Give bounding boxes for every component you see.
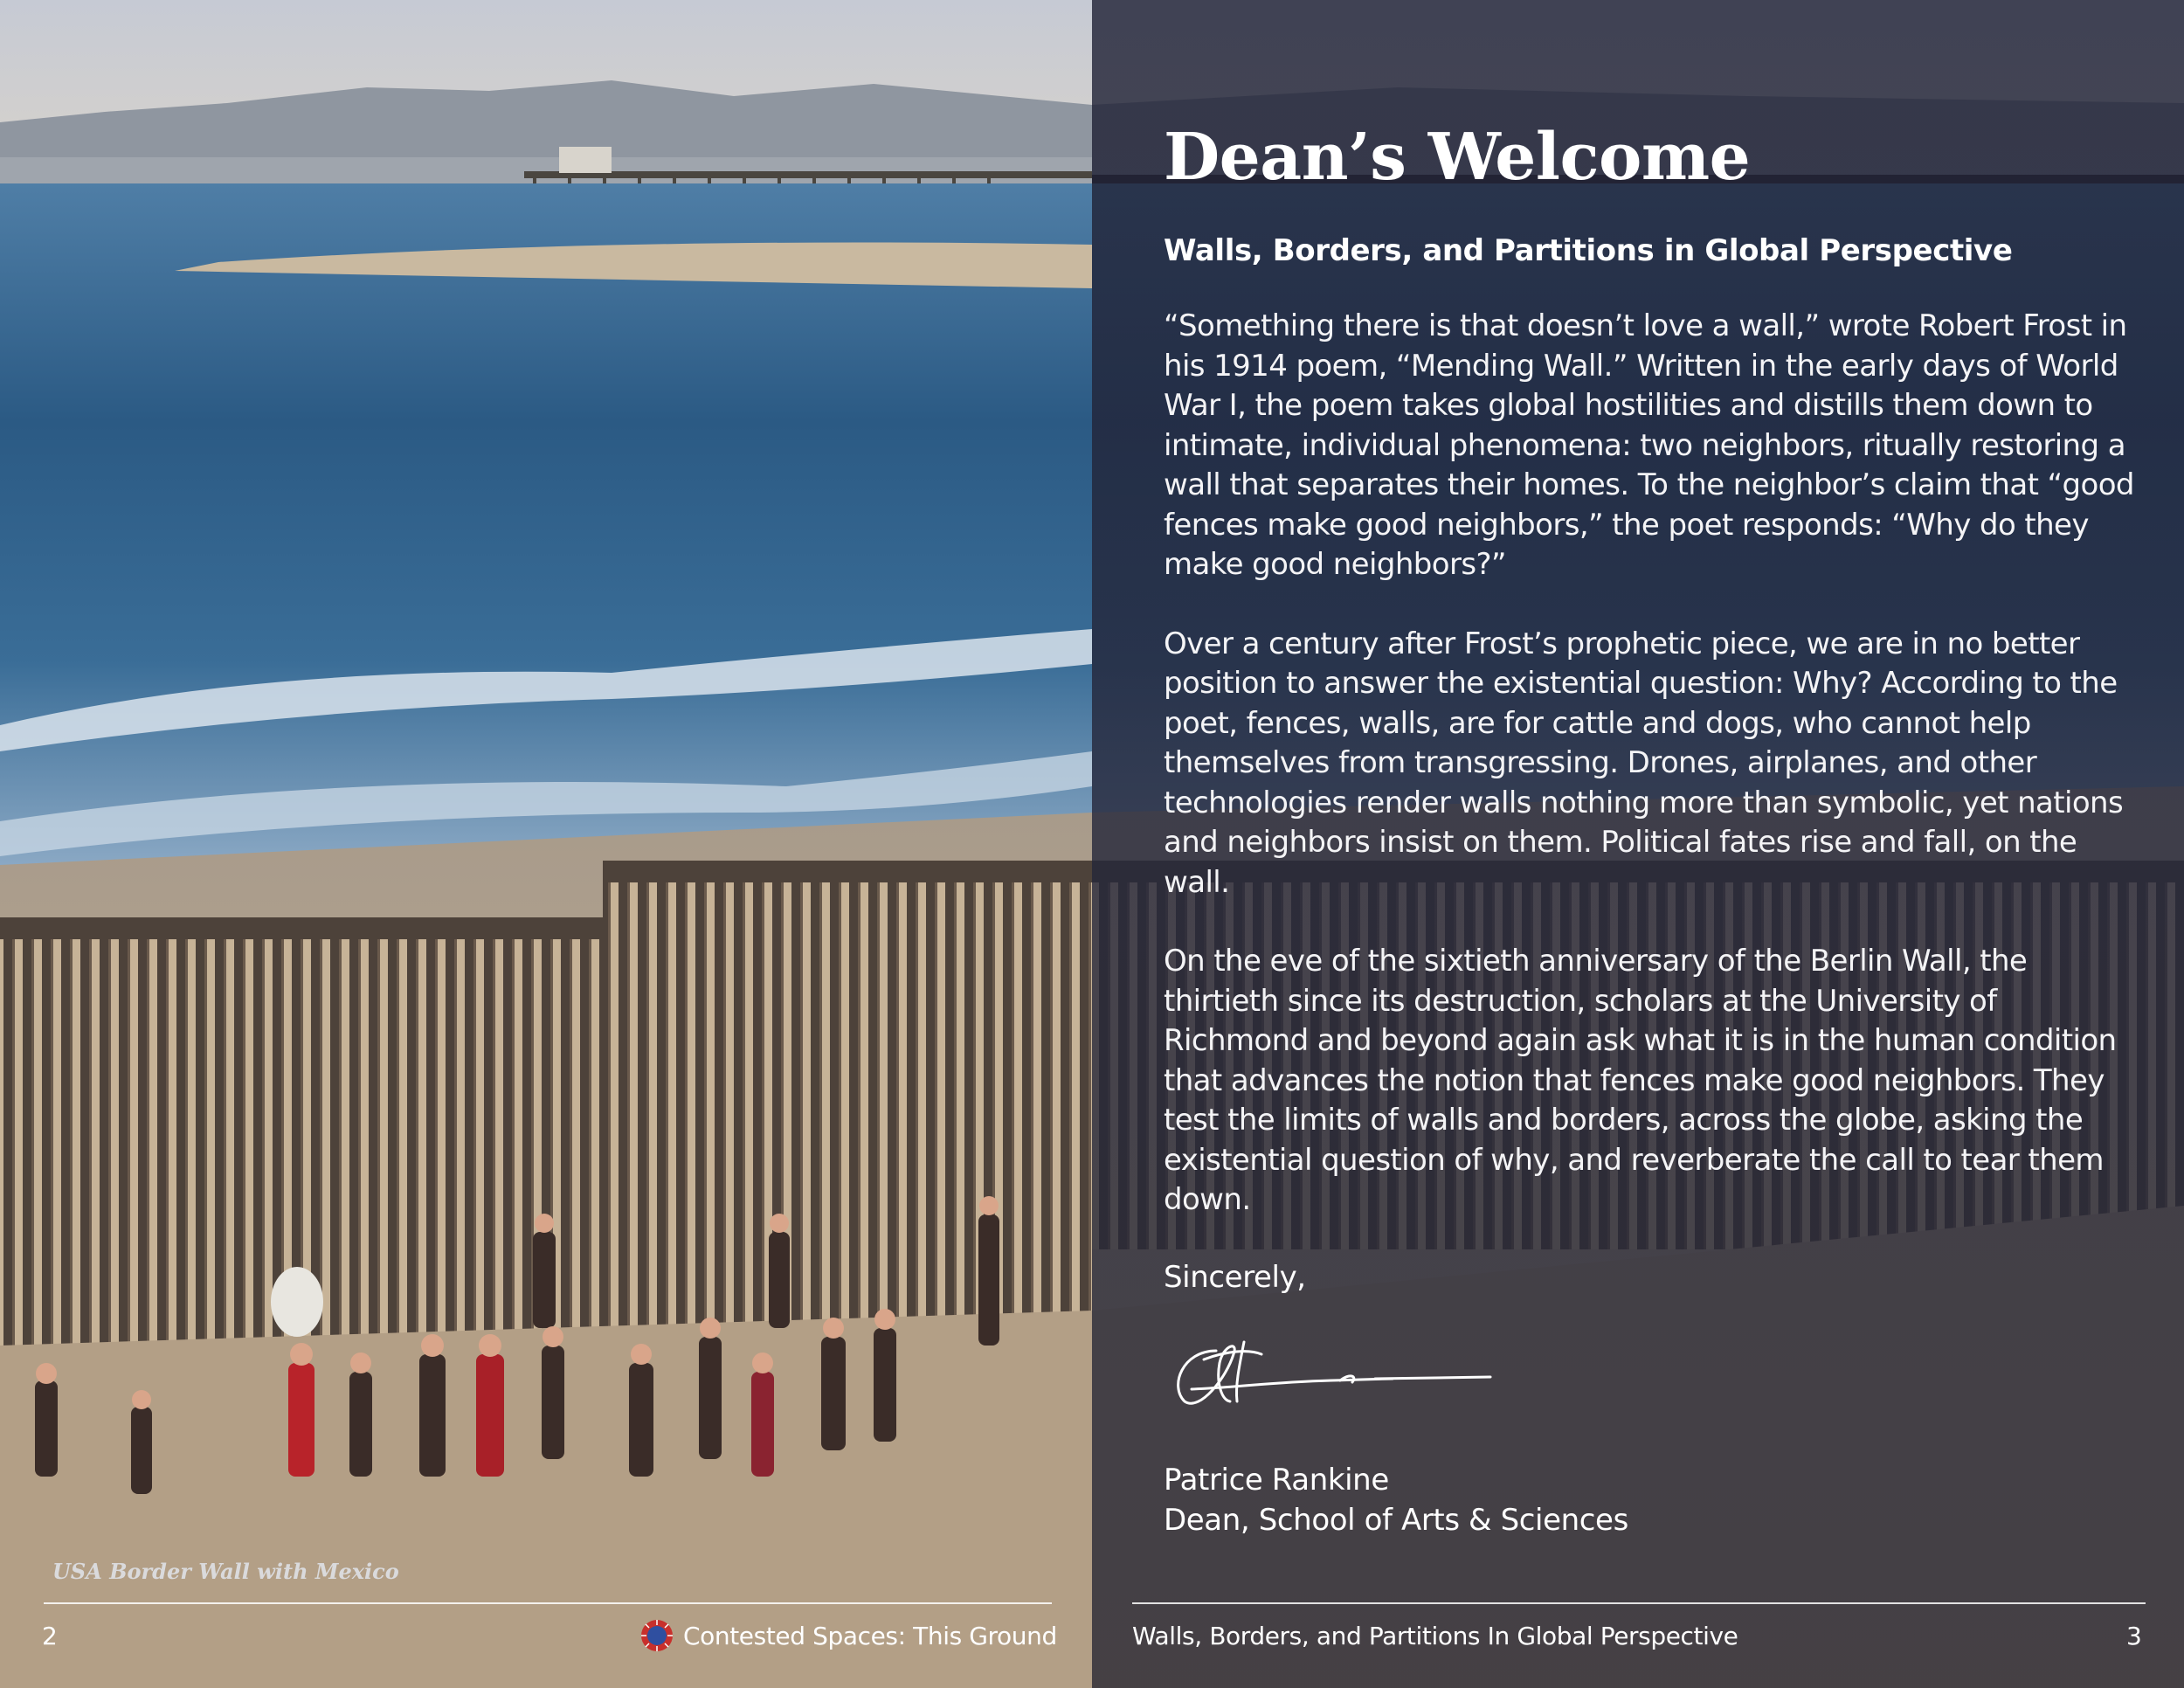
university-logo-icon (639, 1618, 674, 1653)
photo-caption: USA Border Wall with Mexico (52, 1559, 399, 1584)
signer-title: Dean, School of Arts & Sciences (1164, 1502, 1628, 1538)
page-number-left: 2 (42, 1622, 58, 1650)
subtitle: Walls, Borders, and Partitions in Global Perspective (1164, 233, 2013, 269)
footer-rule-left (44, 1602, 1052, 1604)
welcome-letter (1164, 122, 2142, 1540)
footer-rule-right (1132, 1602, 2146, 1604)
paragraph-3: On the eve of the sixtieth anniversary of the Berlin Wall, the thirtieth since its destruction, scholars at the University of Richmond and beyond again ask what it is in the human condition that advances the notion that fences make good neighbors. They test the limits of walls and borders, across the globe, asking the existential question of why, and reverberate the call to tear them down. (1164, 944, 2117, 1218)
footer-right-title: Walls, Borders, and Partitions In Global Perspective (1132, 1622, 1738, 1650)
signer-name: Patrice Rankine (1164, 1462, 1389, 1498)
paragraph-2: Over a century after Frost’s prophetic piece, we are in no better position to answer the existential question: Why? According to the poet, fences, walls, are for cattle and dogs, who cannot help themselves from transgressing. Drones, airplanes, and other technologies render walls nothing more than symbolic, yet nations and neighbors insist on them. Political fates rise and fall, on the wall. (1164, 626, 2124, 900)
page-number-right: 3 (2126, 1622, 2142, 1650)
paragraph-1: “Something there is that doesn’t love a wall,” wrote Robert Frost in his 1914 poem, “Mending Wall.” Written in the early days of World War I, the poem takes global hostilities and distills them down to intimate, individual phenomena: two neighbors, ritually restoring a wall that separates their homes. To the neighbor’s claim that “good fences make good neighbors,” the poet responds: “Why do they make good neighbors?” (1164, 308, 2134, 583)
footer-left-title: Contested Spaces: This Ground (683, 1622, 1057, 1650)
signature-image (1165, 1325, 1497, 1421)
page-title: Dean’s Welcome (1164, 120, 1751, 195)
closing: Sincerely, (1164, 1259, 1306, 1295)
